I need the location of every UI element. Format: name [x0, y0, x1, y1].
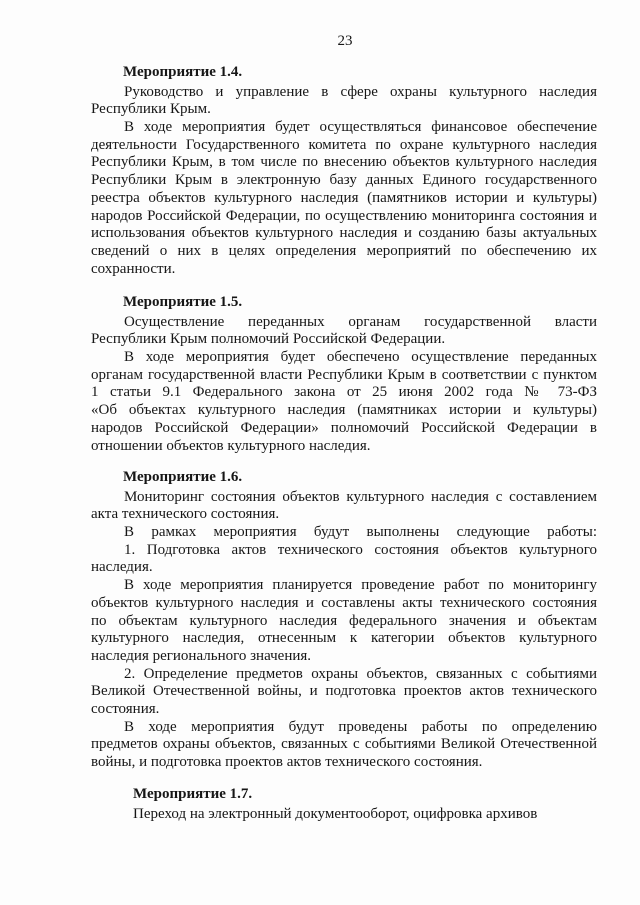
measure-1-4-heading: Мероприятие 1.4. — [123, 64, 243, 80]
paragraph — [91, 524, 597, 542]
paragraph — [91, 542, 597, 577]
text-line: «Об объектах культурного наследия (памятниках истории и культуры) — [91, 402, 597, 419]
text-line: культурного наследия, отнесенным к категории объектов культурного — [91, 630, 597, 647]
text-line: В ходе мероприятия будет осуществляться финансовое обеспечение — [124, 119, 597, 136]
text-line: 1 статьи 9.1 Федерального закона от 25 июня 2002 года № 73-ФЗ — [91, 384, 597, 401]
measure-1-7-heading: Мероприятие 1.7. — [133, 786, 253, 802]
measure-1-6-section — [91, 469, 597, 772]
text-line: наследия. — [91, 559, 153, 576]
text-line: органам государственной власти Республики Крым в соответствии с пунктом — [91, 366, 597, 383]
paragraph — [91, 489, 597, 524]
text-line: В ходе мероприятия будут проведены работы по определению — [124, 718, 597, 735]
measure-1-7-section — [91, 786, 597, 823]
text-line: акта технического состояния. — [91, 506, 280, 523]
text-line: Осуществление переданных органам государственной власти — [124, 313, 597, 330]
text-line: наследия регионального значения. — [91, 647, 312, 664]
text-line: Республики Крым полномочий Российской Федерации. — [91, 331, 446, 348]
text-line: 2. Определение предметов охраны объектов, связанных с событиями — [124, 665, 597, 682]
paragraph — [91, 806, 597, 824]
text-line: реестра объектов культурного наследия (памятников истории и культуры) — [91, 189, 597, 206]
paragraph — [91, 666, 597, 719]
text-line: Мониторинг состояния объектов культурного наследия с составлением — [124, 488, 597, 505]
page-number: 23 — [337, 33, 353, 49]
text-line: народов Российской Федерации» полномочий Российской Федерации в — [91, 419, 597, 436]
text-line: Республики Крым в электронную базу данных Единого государственного — [91, 172, 597, 189]
text-line: В ходе мероприятия планируется проведение работ по мониторингу — [124, 577, 597, 594]
text-line: В рамках мероприятия будут выполнены следующие работы: — [124, 524, 597, 541]
paragraph — [91, 314, 597, 349]
text-line: В ходе мероприятия будет обеспечено осуществление переданных — [124, 349, 597, 366]
text-line: войны, и подготовка проектов актов технического состояния. — [91, 754, 483, 770]
text-line: Республики Крым. — [91, 101, 211, 118]
measure-1-5-heading: Мероприятие 1.5. — [123, 294, 243, 310]
text-line: сохранности. — [91, 260, 176, 277]
text-line: состояния. — [91, 700, 160, 717]
text-line: объектов культурного наследия и составлены акты технического состояния — [91, 594, 597, 611]
text-line: Переход на электронный документооборот, оцифровка архивов — [133, 805, 538, 822]
text-line: использования объектов культурного наследия и созданию базы актуальных — [91, 225, 597, 242]
text-line: предметов охраны объектов, связанных с событиями Великой Отечественной — [91, 736, 597, 753]
paragraph — [91, 577, 597, 665]
paragraph — [91, 719, 597, 772]
text-line: отношении объектов культурного наследия. — [91, 437, 371, 454]
paragraph — [91, 349, 597, 455]
measure-1-6-heading: Мероприятие 1.6. — [123, 469, 243, 485]
text-line: Руководство и управление в сфере охраны культурного наследия — [124, 83, 597, 100]
paragraph — [91, 119, 597, 278]
text-line: Великой Отечественной войны, и подготовка проектов актов технического — [91, 683, 597, 700]
text-line: по объектам культурного наследия федерального значения и объектам — [91, 612, 597, 629]
text-line: 1. Подготовка актов технического состояния объектов культурного — [124, 541, 597, 558]
measure-1-4-section — [91, 64, 597, 278]
text-line: народов Российской Федерации, по осуществлению мониторинга состояния и — [91, 207, 597, 224]
text-line: Республики Крым, в том числе по внесению объектов культурного наследия — [91, 154, 597, 171]
paragraph — [91, 84, 597, 119]
text-line: сведений о них в целях определения мероприятий по обеспечению их — [91, 242, 597, 259]
measure-1-5-section — [91, 294, 597, 455]
text-line: деятельности Государственного комитета по охране культурного наследия — [91, 136, 597, 153]
